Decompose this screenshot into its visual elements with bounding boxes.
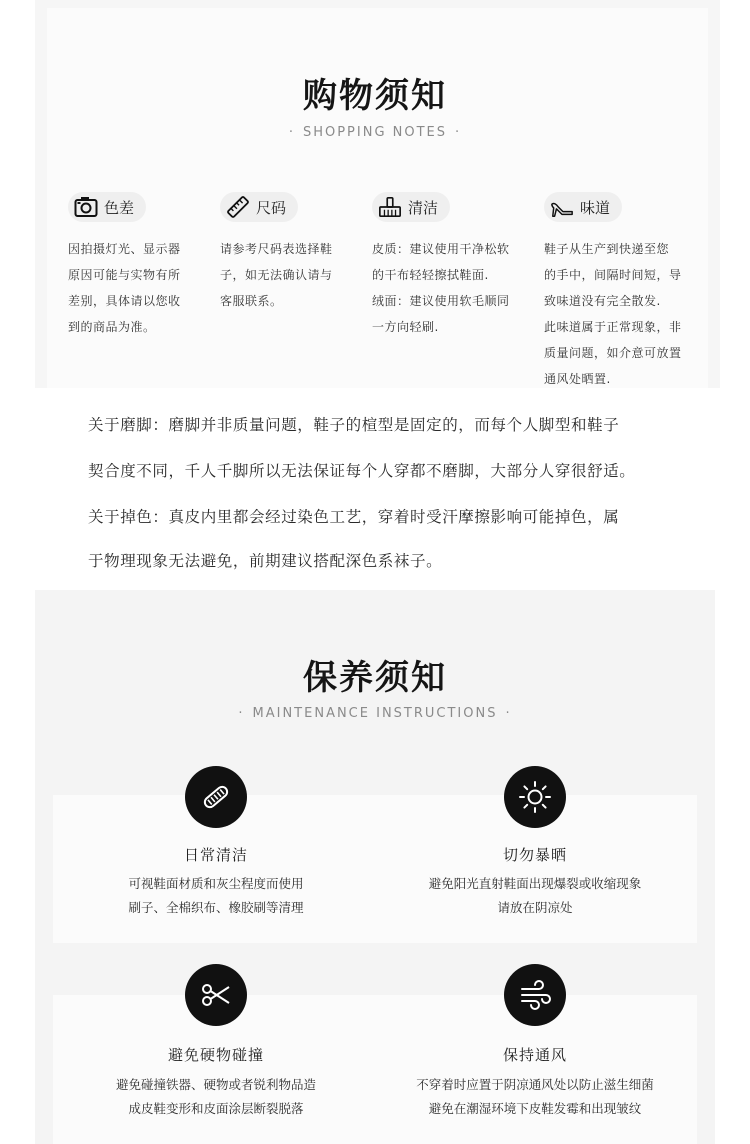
maintenance-item-title: 保持通风 [502,1046,567,1064]
maintenance-line: 请放在阴凉处 [497,900,573,915]
note-label: 清洁 [408,198,439,217]
note-line: 鞋子从生产到快递至您 [544,242,670,256]
maintenance-card-bottom [53,995,697,1144]
note-text [372,236,522,340]
maintenance-title: 保养须知 [303,658,447,698]
shopping-notes-subtitle-text: SHOPPING NOTES [302,125,448,140]
note-line: 质量问题，如介意可放置 [544,346,682,360]
maintenance-subtitle-text: MAINTENANCE INSTRUCTIONS [252,706,498,721]
note-line: 致味道没有完全散发. [544,294,661,308]
maintenance-item-desc [56,1073,376,1121]
note-line: 通风处晒置. [544,372,611,386]
note-line: 一方向轻刷. [372,320,439,334]
note-label: 味道 [580,198,611,217]
maintenance-line: 避免碰撞铁器、硬物或者锐利物品造 [115,1077,316,1092]
note-head [68,192,146,222]
maintenance-card-top [53,795,697,943]
maintenance-line: 不穿着时应置于阴凉通风处以防止滋生细菌 [416,1077,654,1092]
maintenance-item-title: 避免硬物碰撞 [167,1046,264,1064]
note-cleaning [372,192,522,340]
note-label: 色差 [104,198,135,217]
note-paragraph-line: 于物理现象无法避免，前期建议搭配深色系袜子。 [88,552,443,570]
maintenance-line: 刷子、全棉织布、橡胶刷等清理 [128,900,304,915]
shopping-notes-subtitle: · SHOPPING NOTES · [288,125,462,140]
wind-icon [504,964,566,1026]
maintenance-item-desc [375,1073,695,1121]
note-line: 子，如无法确认请与 [220,268,333,282]
note-line: 差别，具体请以您收 [68,294,181,308]
shopping-notes-title: 购物须知 [303,76,447,116]
high-heel-icon [550,195,574,219]
maintenance-subtitle: · MAINTENANCE INSTRUCTIONS · [238,706,512,721]
note-head [220,192,298,222]
brush-icon [378,195,402,219]
note-label: 尺码 [256,198,287,217]
note-line: 客服联系。 [220,294,283,308]
maintenance-item-title: 切勿暴晒 [502,846,567,864]
maintenance-line: 可视鞋面材质和灰尘程度而使用 [128,876,304,891]
note-line: 皮质：建议使用干净松软 [372,242,510,256]
note-line: 因拍摄灯光、显示器 [68,242,181,256]
note-line: 请参考尺码表选择鞋 [220,242,333,256]
note-paragraph-line: 关于磨脚：磨脚并非质量问题，鞋子的楦型是固定的，而每个人脚型和鞋子 [88,416,620,434]
note-color-difference [68,192,208,340]
maintenance-item-desc [375,872,695,920]
note-line: 的手中，间隔时间短，导 [544,268,682,282]
maintenance-line: 成皮鞋变形和皮面涂层断裂脱落 [128,1101,304,1116]
note-line: 的干布轻轻擦拭鞋面. [372,268,489,282]
note-size [220,192,360,314]
note-line: 绒面：建议使用软毛顺同 [372,294,510,308]
note-text [220,236,360,314]
note-line: 此味道属于正常现象，非 [544,320,682,334]
note-line: 原因可能与实物有所 [68,268,181,282]
note-text [544,236,694,392]
note-line: 到的商品为准。 [68,320,156,334]
maintenance-item-title: 日常清洁 [183,846,248,864]
note-smell [544,192,694,392]
camera-icon [74,195,98,219]
maintenance-line: 避免阳光直射鞋面出现爆裂或收缩现象 [428,876,642,891]
note-head [544,192,622,222]
sun-icon [504,766,566,828]
scissors-icon [185,964,247,1026]
maintenance-line: 避免在潮湿环境下皮鞋发霉和出现皱纹 [428,1101,642,1116]
note-paragraph-line: 关于掉色：真皮内里都会经过染色工艺，穿着时受汗摩擦影响可能掉色，属 [88,508,620,526]
note-text [68,236,208,340]
ruler-icon [226,195,250,219]
maintenance-item-desc [56,872,376,920]
note-head [372,192,450,222]
shoe-brush-icon [185,766,247,828]
note-paragraph-line: 契合度不同，千人千脚所以无法保证每个人穿都不磨脚，大部分人穿很舒适。 [88,462,636,480]
